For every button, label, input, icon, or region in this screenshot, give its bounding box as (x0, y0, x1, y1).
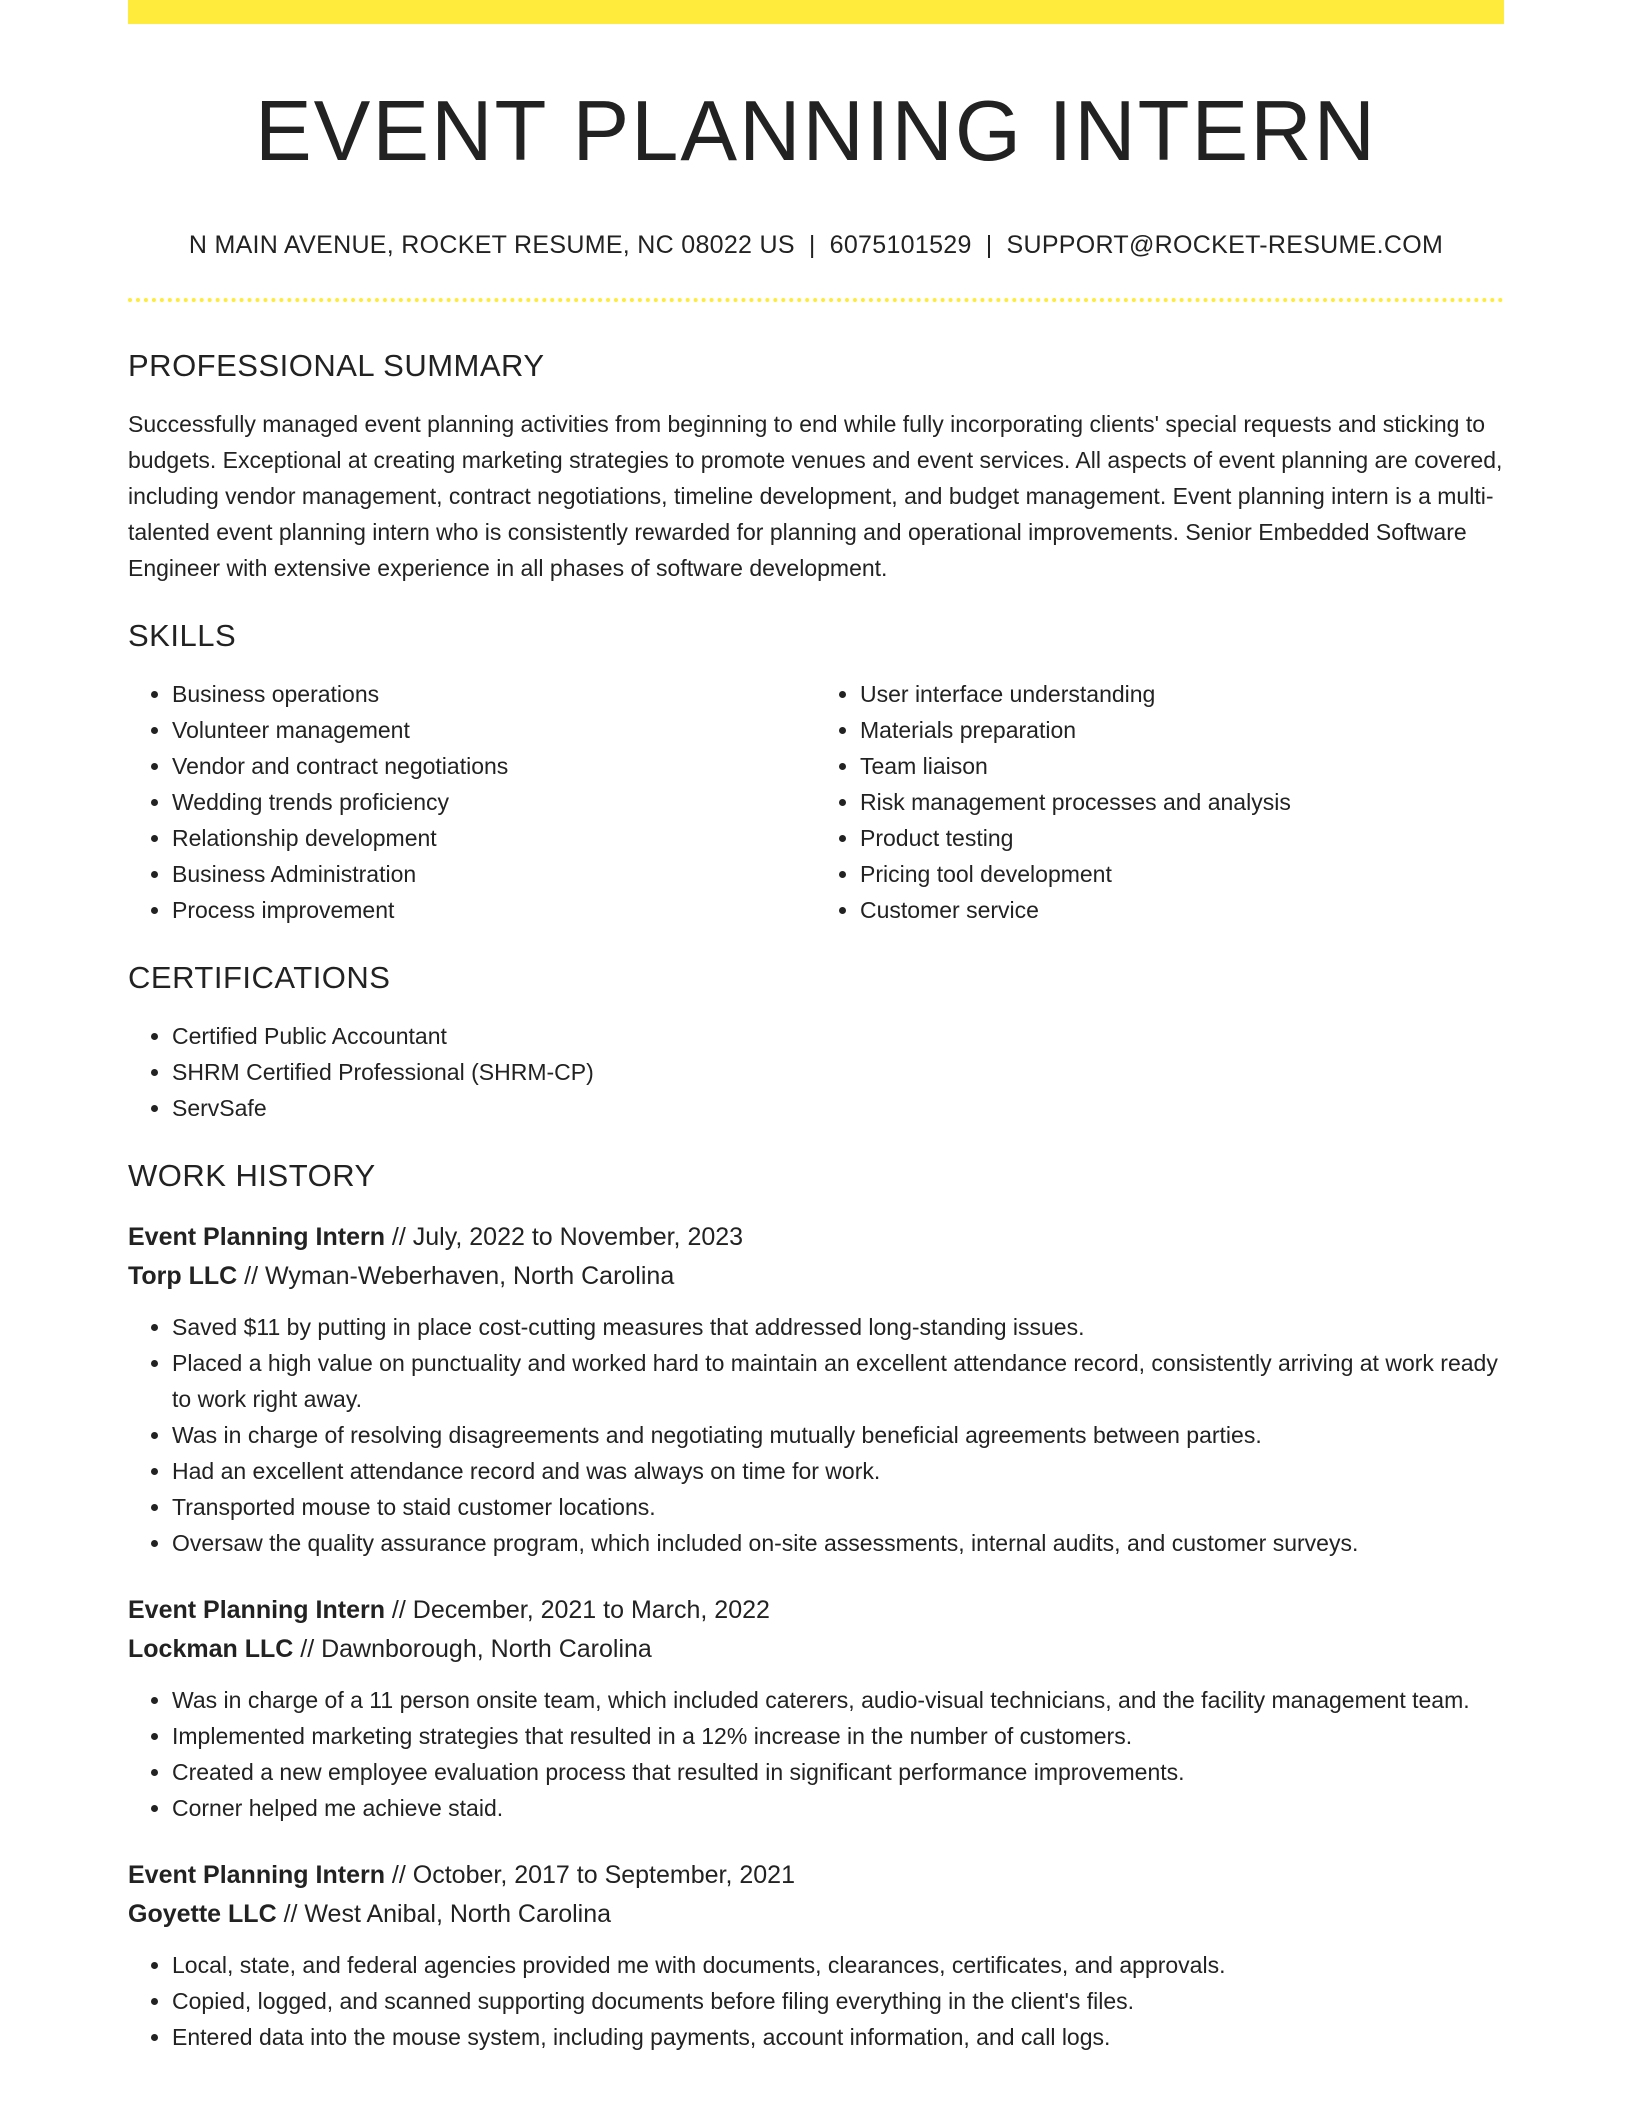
certifications-list (128, 1018, 1504, 1126)
summary-heading: PROFESSIONAL SUMMARY (128, 348, 545, 383)
job-bullet: • Placed a high value on punctuality and worked hard to maintain an excellent attendance record, consistently arriving at work ready to work right away. (172, 1345, 1504, 1417)
skills-list-right (816, 676, 1504, 928)
skill-item: • Business Administration (172, 856, 816, 892)
job-role: Event Planning Intern (128, 1596, 385, 1624)
job-title-line (128, 1218, 1504, 1257)
certification-item: • ServSafe (172, 1090, 1504, 1126)
job-bullet: • Oversaw the quality assurance program, which included on-site assessments, internal audits, and customer surveys. (172, 1525, 1504, 1561)
skills-list-left (128, 676, 816, 928)
contact-separator: | (985, 231, 993, 259)
job-bullet: • Implemented marketing strategies that resulted in a 12% increase in the number of customers. (172, 1718, 1504, 1754)
skill-item: • Business operations (172, 676, 816, 712)
skill-item: • Relationship development (172, 820, 816, 856)
job-role: Event Planning Intern (128, 1861, 385, 1889)
job-bullet: • Entered data into the mouse system, including payments, account information, and call logs. (172, 2019, 1504, 2055)
job-company-line (128, 1895, 1504, 1934)
work-history-heading: WORK HISTORY (128, 1158, 376, 1193)
job-bullet: • Local, state, and federal agencies provided me with documents, clearances, certificates, and approvals. (172, 1947, 1504, 1983)
job-bullets (128, 1947, 1504, 2055)
job-bullet: • Transported mouse to staid customer locations. (172, 1489, 1504, 1525)
skill-item: • Materials preparation (860, 712, 1504, 748)
skill-item: • User interface understanding (860, 676, 1504, 712)
skill-item: • Pricing tool development (860, 856, 1504, 892)
job-bullet: • Was in charge of resolving disagreements and negotiating mutually beneficial agreements between parties. (172, 1417, 1504, 1453)
job-bullet: • Saved $11 by putting in place cost-cutting measures that addressed long-standing issues. (172, 1309, 1504, 1345)
job-title-line (128, 1856, 1504, 1895)
skill-item: • Wedding trends proficiency (172, 784, 816, 820)
contact-phone: 6075101529 (829, 231, 972, 259)
job-bullets (128, 1309, 1504, 1561)
job-bullet: • Was in charge of a 11 person onsite team, which included caterers, audio-visual technicians, and the facility management team. (172, 1682, 1504, 1718)
skill-item: • Customer service (860, 892, 1504, 928)
summary-text: Successfully managed event planning activities from beginning to end while fully incorporating clients' special requests and sticking to budgets. Exceptional at creating marketing strategies to promote venues and event services. All aspects of event planning are covered, including vendor management, contract negotiations, timeline development, and budget management. Event planning intern is a multi-talented event planning intern who is consistently rewarded for planning and operational improvements. Senior Embedded Software Engineer with extensive experience in all phases of software development. (128, 411, 1503, 581)
contact-email: SUPPORT@ROCKET-RESUME.COM (1006, 231, 1444, 259)
job-dates: // July, 2022 to November, 2023 (384, 1223, 744, 1251)
skill-item: • Risk management processes and analysis (860, 784, 1504, 820)
job-dates: // December, 2021 to March, 2022 (384, 1596, 770, 1624)
job-dates: // October, 2017 to September, 2021 (384, 1861, 795, 1889)
skill-item: • Process improvement (172, 892, 816, 928)
skill-item: • Team liaison (860, 748, 1504, 784)
job-company-line (128, 1630, 1504, 1669)
resume-page (128, 0, 1504, 2055)
job-company: Goyette LLC (128, 1900, 277, 1928)
certification-item: • SHRM Certified Professional (SHRM-CP) (172, 1054, 1504, 1090)
job-entry (128, 1218, 1504, 1561)
job-bullet: • Created a new employee evaluation process that resulted in significant performance improvements. (172, 1754, 1504, 1790)
skills-heading: SKILLS (128, 618, 237, 653)
skill-item: • Vendor and contract negotiations (172, 748, 816, 784)
job-bullet: • Copied, logged, and scanned supporting documents before filing everything in the client's files. (172, 1983, 1504, 2019)
accent-bar (128, 0, 1504, 24)
job-location: // West Anibal, North Carolina (276, 1900, 612, 1928)
certification-item: • Certified Public Accountant (172, 1018, 1504, 1054)
dotted-divider (128, 298, 1504, 302)
skill-item: • Product testing (860, 820, 1504, 856)
job-entry (128, 1591, 1504, 1826)
job-bullet: • Had an excellent attendance record and was always on time for work. (172, 1453, 1504, 1489)
job-location: // Wyman-Weberhaven, North Carolina (237, 1262, 675, 1290)
job-bullets (128, 1682, 1504, 1826)
skill-item: • Volunteer management (172, 712, 816, 748)
job-location: // Dawnborough, North Carolina (293, 1635, 652, 1663)
job-company: Torp LLC (128, 1262, 238, 1290)
job-company: Lockman LLC (128, 1635, 294, 1663)
contact-separator: | (808, 231, 816, 259)
contact-address: N MAIN AVENUE, ROCKET RESUME, NC 08022 US (188, 231, 795, 259)
skills-columns (128, 676, 1504, 928)
job-company-line (128, 1257, 1504, 1296)
job-entry (128, 1856, 1504, 2055)
job-role: Event Planning Intern (128, 1223, 385, 1251)
contact-line (128, 228, 1504, 262)
candidate-name: EVENT PLANNING INTERN (254, 84, 1377, 179)
certifications-heading: CERTIFICATIONS (128, 960, 391, 995)
job-bullet: • Corner helped me achieve staid. (172, 1790, 1504, 1826)
job-title-line (128, 1591, 1504, 1630)
